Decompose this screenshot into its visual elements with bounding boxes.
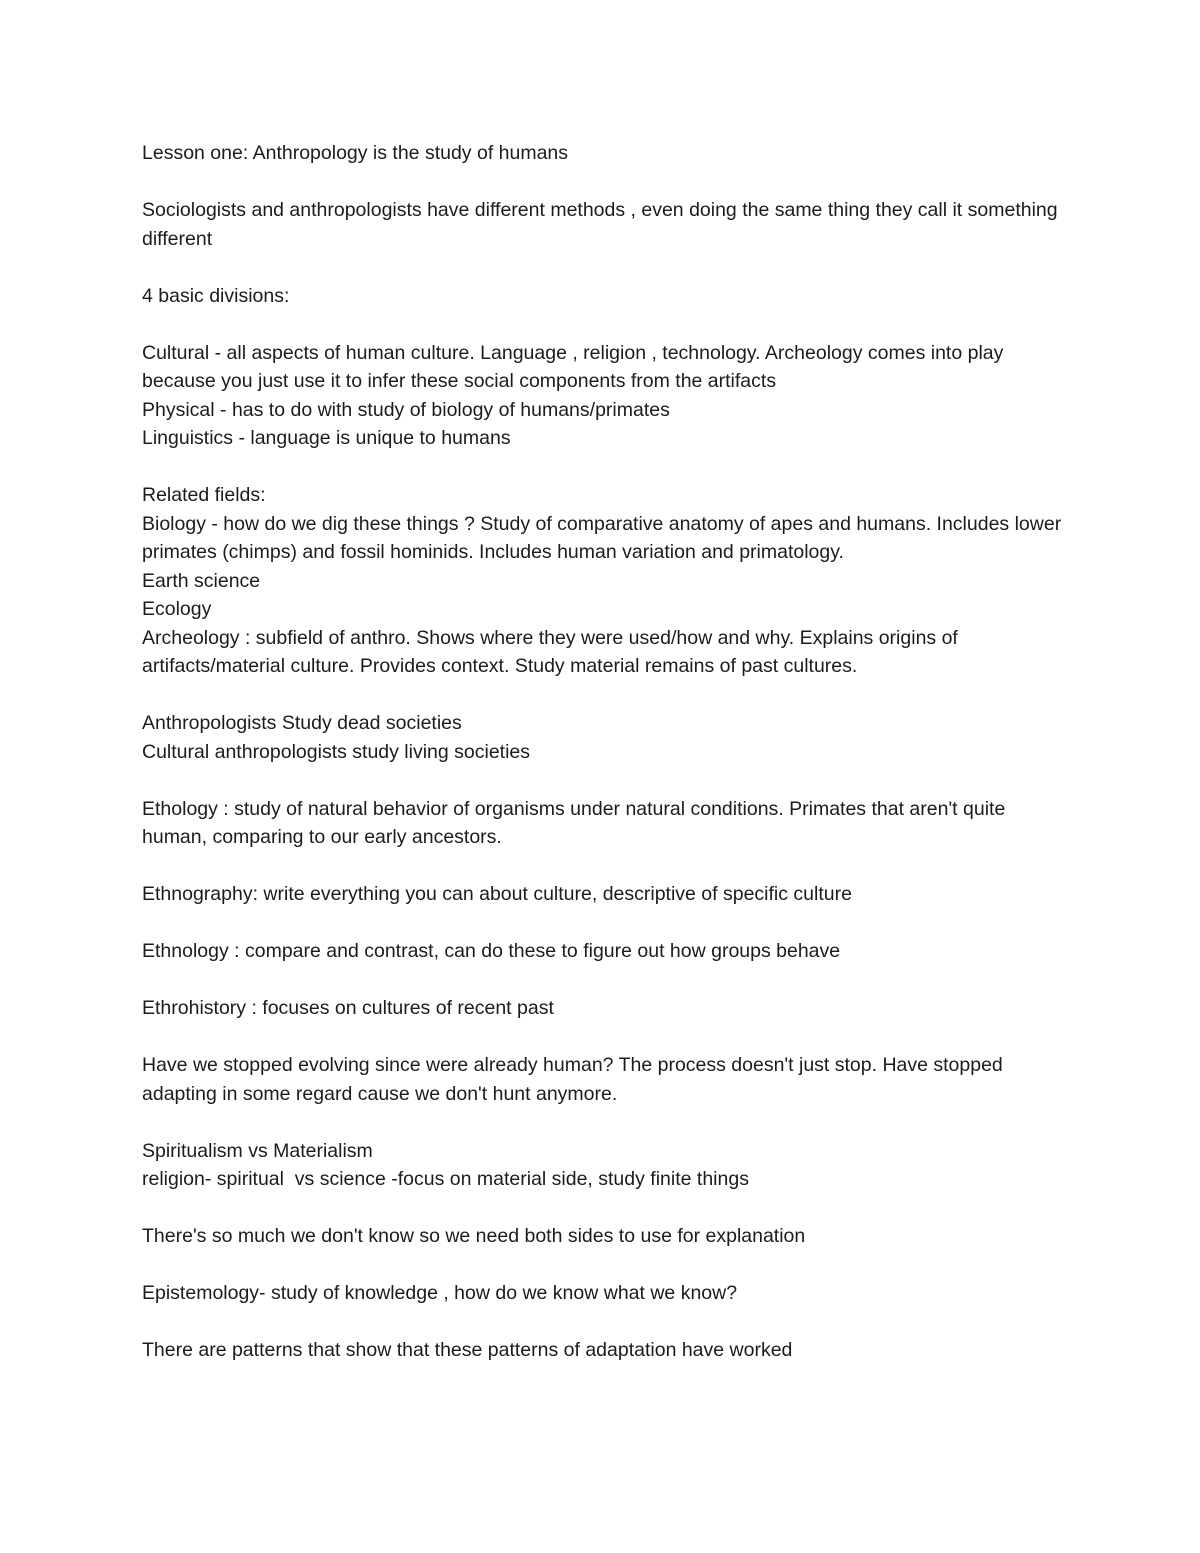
spacer xyxy=(142,310,1062,339)
spacer xyxy=(142,766,1062,795)
epistemology-paragraph: Epistemology- study of knowledge , how do we know what we know? xyxy=(142,1282,738,1304)
spacer xyxy=(142,453,1062,482)
spacer xyxy=(142,966,1062,995)
spacer xyxy=(142,1251,1062,1280)
lesson-title: Lesson one: Anthropology is the study of humans xyxy=(142,142,569,164)
spacer xyxy=(142,681,1062,710)
division-physical: Physical - has to do with study of biology of humans/primates xyxy=(142,398,670,421)
ethnography-paragraph: Ethnography: write everything you can about culture, descriptive of specific culture xyxy=(142,883,852,905)
spacer xyxy=(142,1308,1062,1337)
related-earth-science: Earth science xyxy=(142,569,261,592)
spacer xyxy=(142,168,1062,197)
patterns-paragraph: There are patterns that show that these patterns of adaptation have worked xyxy=(142,1339,793,1361)
related-ecology: Ecology xyxy=(142,598,212,620)
ethrohistory-paragraph: Ethrohistory : focuses on cultures of recent past xyxy=(142,997,554,1019)
document-body xyxy=(142,139,1067,1365)
spacer xyxy=(142,852,1062,881)
intro-paragraph: Sociologists and anthropologists have different methods , even doing the same thing they call it something different xyxy=(142,199,1064,250)
related-archeology: Archeology : subfield of anthro. Shows where they were used/how and why. Explains origins of artifacts/material culture. Provides context. Study material remains of past cultures. xyxy=(142,626,964,677)
spiritualism-detail: religion- spiritual vs science -focus on material side, study finite things xyxy=(142,1168,749,1190)
related-biology: Biology - how do we dig these things ? Study of comparative anatomy of apes and humans. Includes lower primates (chimps) and fossil hominids. Includes human variation and primatology. xyxy=(142,512,1067,563)
societies-living: Cultural anthropologists study living societies xyxy=(142,740,531,763)
both-sides-paragraph: There's so much we don't know so we need both sides to use for explanation xyxy=(142,1225,806,1247)
divisions-heading: 4 basic divisions: xyxy=(142,284,290,307)
evolving-paragraph: Have we stopped evolving since were already human? The process doesn't just stop. Have stopped adapting in some regard cause we don't hunt anymore. xyxy=(142,1054,1009,1105)
ethology-paragraph: Ethology : study of natural behavior of organisms under natural conditions. Primates that aren't quite human, comparing to our early ancestors. xyxy=(142,797,1011,848)
spacer xyxy=(142,253,1062,282)
related-heading: Related fields: xyxy=(142,484,266,506)
spacer xyxy=(142,1023,1062,1052)
societies-dead: Anthropologists Study dead societies xyxy=(142,712,462,734)
spacer xyxy=(142,1194,1062,1223)
spacer xyxy=(142,1108,1062,1137)
spacer xyxy=(142,909,1062,938)
spiritualism-heading: Spiritualism vs Materialism xyxy=(142,1139,373,1162)
division-cultural: Cultural - all aspects of human culture. Language , religion , technology. Archeology comes into play because you just use it to infer these social components from the artifacts xyxy=(142,341,1009,392)
division-linguistics: Linguistics - language is unique to humans xyxy=(142,427,511,449)
ethnology-paragraph: Ethnology : compare and contrast, can do these to figure out how groups behave xyxy=(142,940,841,962)
